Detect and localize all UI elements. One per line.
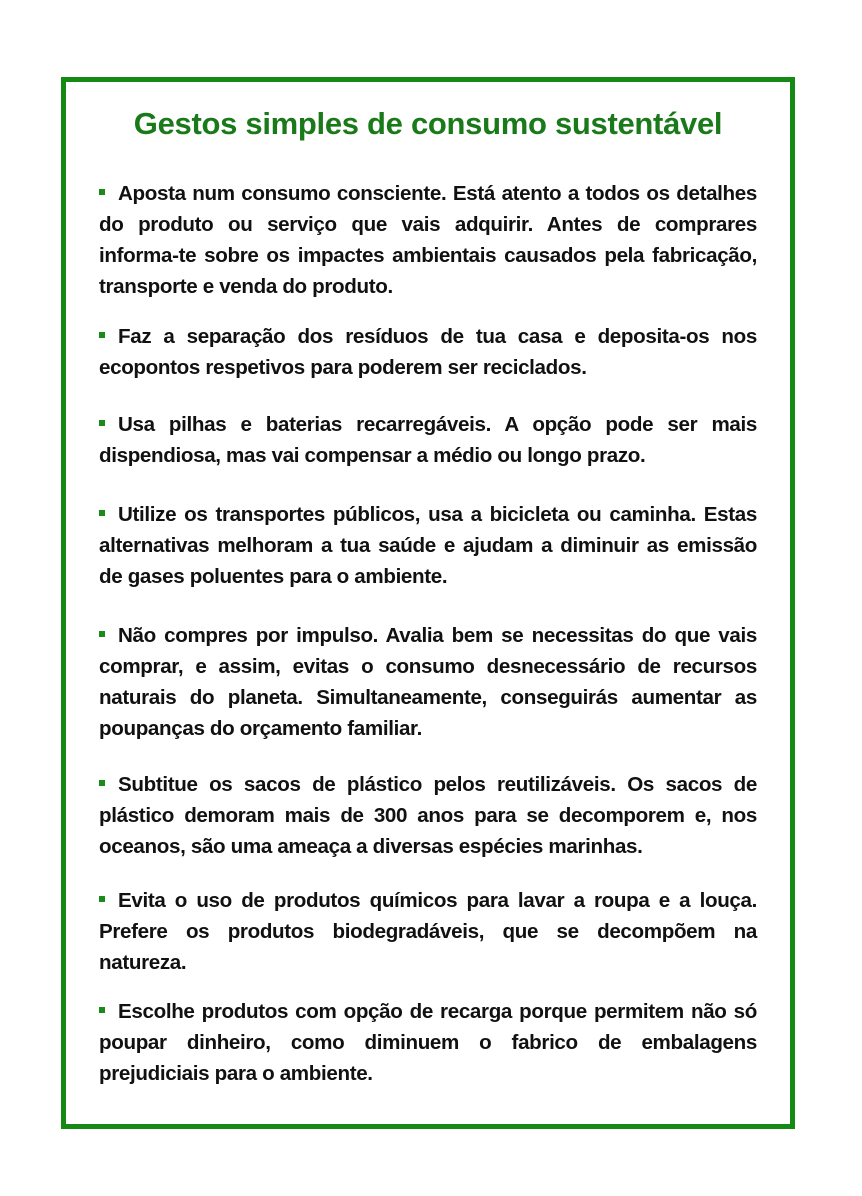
bullet-square-icon: [99, 780, 105, 786]
document-frame: [61, 77, 795, 1129]
bullet-square-icon: [99, 1007, 105, 1013]
tip-text: Evita o uso de produtos químicos para lavar a roupa e a louça. Prefere os produtos biodegradáveis, que se decompõem na natureza.: [99, 889, 757, 974]
bullet-square-icon: [99, 631, 105, 637]
page-title: Gestos simples de consumo sustentável: [133, 106, 723, 141]
tip-text: Faz a separação dos resíduos de tua casa e deposita-os nos ecopontos respetivos para poderem ser reciclados.: [99, 325, 757, 379]
tip-text: Escolhe produtos com opção de recarga porque permitem não só poupar dinheiro, como diminuem o fabrico de embalagens prejudiciais para o ambiente.: [99, 1000, 757, 1085]
tip-item: [99, 996, 757, 1089]
tip-item: [99, 885, 757, 978]
tip-text: Utilize os transportes públicos, usa a bicicleta ou caminha. Estas alternativas melhoram a tua saúde e ajudam a diminuir as emissão de gases poluentes para o ambiente.: [99, 503, 757, 588]
bullet-square-icon: [99, 420, 105, 426]
tip-item: [99, 769, 757, 862]
bullet-square-icon: [99, 189, 105, 195]
bullet-square-icon: [99, 510, 105, 516]
tip-item: [99, 620, 757, 744]
bullet-square-icon: [99, 332, 105, 338]
tip-text: Aposta num consumo consciente. Está atento a todos os detalhes do produto ou serviço que vais adquirir. Antes de comprares informa-te sobre os impactes ambientais causados pela fabricação, transporte e venda do produto.: [99, 182, 757, 298]
tip-item: [99, 178, 757, 302]
tip-item: [99, 409, 757, 471]
tip-item: [99, 499, 757, 592]
tip-item: [99, 321, 757, 383]
tips-list: [99, 178, 757, 1089]
tip-text: Não compres por impulso. Avalia bem se necessitas do que vais comprar, e assim, evitas o consumo desnecessário de recursos naturais do planeta. Simultaneamente, conseguirás aumentar as poupanças do orçamento familiar.: [99, 624, 757, 740]
tip-text: Subtitue os sacos de plástico pelos reutilizáveis. Os sacos de plástico demoram mais de 300 anos para se decomporem e, nos oceanos, são uma ameaça a diversas espécies marinhas.: [99, 773, 757, 858]
bullet-square-icon: [99, 896, 105, 902]
tip-text: Usa pilhas e baterias recarregáveis. A opção pode ser mais dispendiosa, mas vai compensar a médio ou longo prazo.: [99, 413, 757, 467]
